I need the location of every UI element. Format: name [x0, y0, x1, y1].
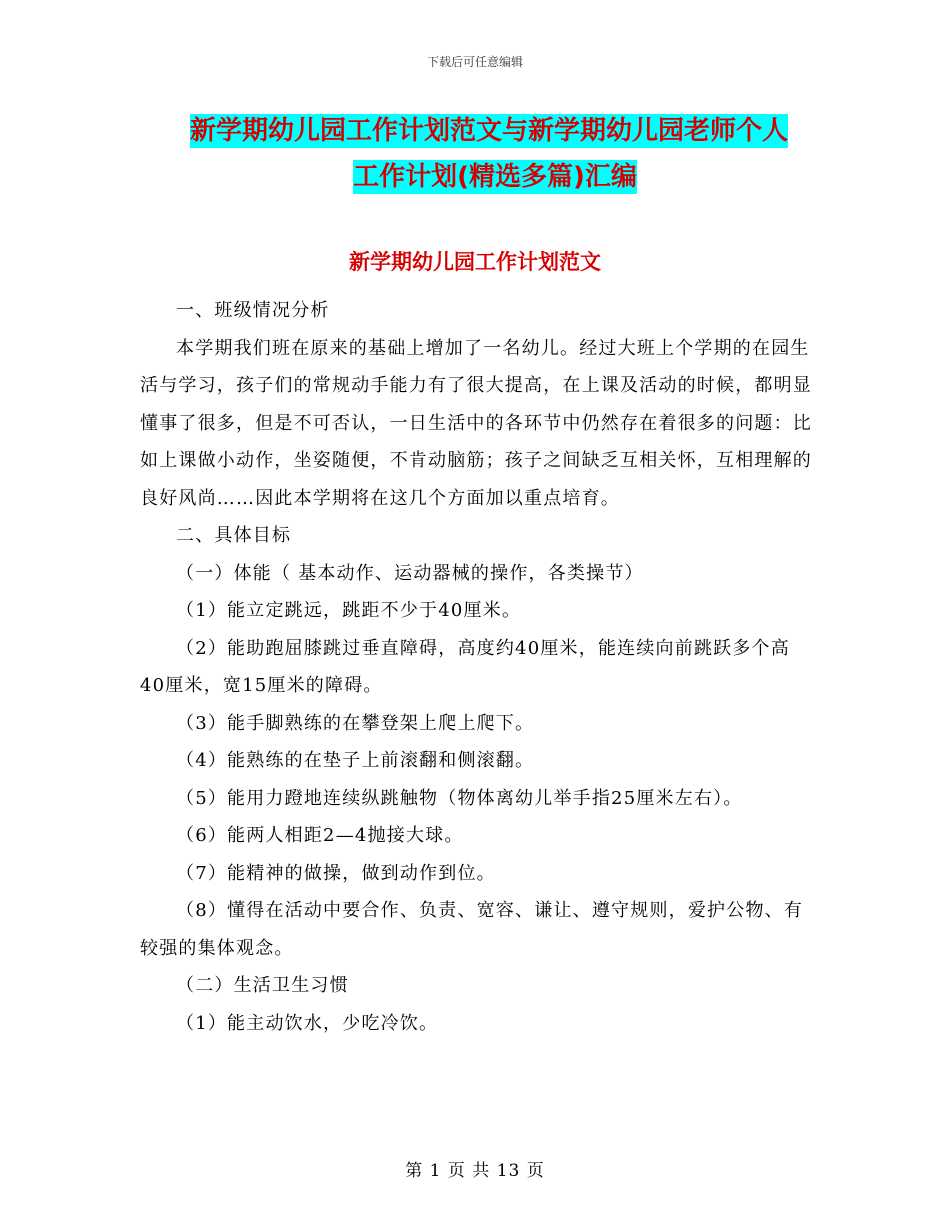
- document-title-line-2: [190, 154, 810, 200]
- paragraph-item: （8）懂得在活动中要合作、负责、宽容、谦让、遵守规则，爱护公物、有较强的集体观念。: [140, 900, 804, 959]
- page-number-footer: 第 1 页 共 13 页: [405, 1161, 545, 1181]
- paragraph: 本学期我们班在原来的基础上增加了一名幼儿。经过大班上个学期的在园生活与学习，孩子们的常规动手能力有了很大提高，在上课及活动的时候，都明显懂事了很多，但是不可否认，一日生活中的各环节中仍然存在着很多的问题：比如上课做小动作，坐姿随便，不肯动脑筋；孩子之间缺乏互相关怀，互相理解的良好风尚……因此本学期将在这几个方面加以重点培育。: [140, 337, 812, 509]
- paragraph-item: （1）能立定跳远，跳距不少于40厘米。: [176, 600, 522, 621]
- paragraph-item: （5）能用力蹬地连续纵跳触物（物体离幼儿举手指25厘米左右）。: [176, 787, 743, 809]
- title-highlight-1: 新学期幼儿园工作计划范文与新学期幼儿园老师个人: [190, 116, 789, 146]
- document-title-line-1: [190, 108, 810, 154]
- paragraph-item: （2）能助跑屈膝跳过垂直障碍，高度约40厘米，能连续向前跳跃多个高40厘米，宽15厘米的障碍。: [140, 637, 790, 696]
- paragraph-item: （1）能主动饮水，少吃冷饮。: [176, 1012, 439, 1034]
- paragraph-subheading-hygiene: （二）生活卫生习惯: [176, 975, 349, 996]
- paragraph-item: （6）能两人相距2—4抛接大球。: [176, 825, 464, 846]
- paragraph-item: （7）能精神的做操，做到动作到位。: [176, 862, 496, 884]
- document-body: [140, 292, 812, 1042]
- section-title: 新学期幼儿园工作计划范文: [349, 250, 601, 274]
- paragraph-subheading-physical: （一）体能（ 基本动作、运动器械的操作，各类操节）: [176, 562, 644, 584]
- document-title: [190, 108, 810, 200]
- paragraph-item: （4）能熟练的在垫子上前滚翻和侧滚翻。: [176, 750, 535, 771]
- page-header-note: 下载后可任意编辑: [426, 55, 523, 69]
- paragraph-heading-goals: 二、具体目标: [176, 525, 292, 546]
- paragraph-heading-analysis: 一、班级情况分析: [176, 300, 330, 321]
- title-highlight-2: 工作计划(精选多篇)汇编: [353, 162, 637, 192]
- paragraph-item: （3）能手脚熟练的在攀登架上爬上爬下。: [176, 712, 535, 734]
